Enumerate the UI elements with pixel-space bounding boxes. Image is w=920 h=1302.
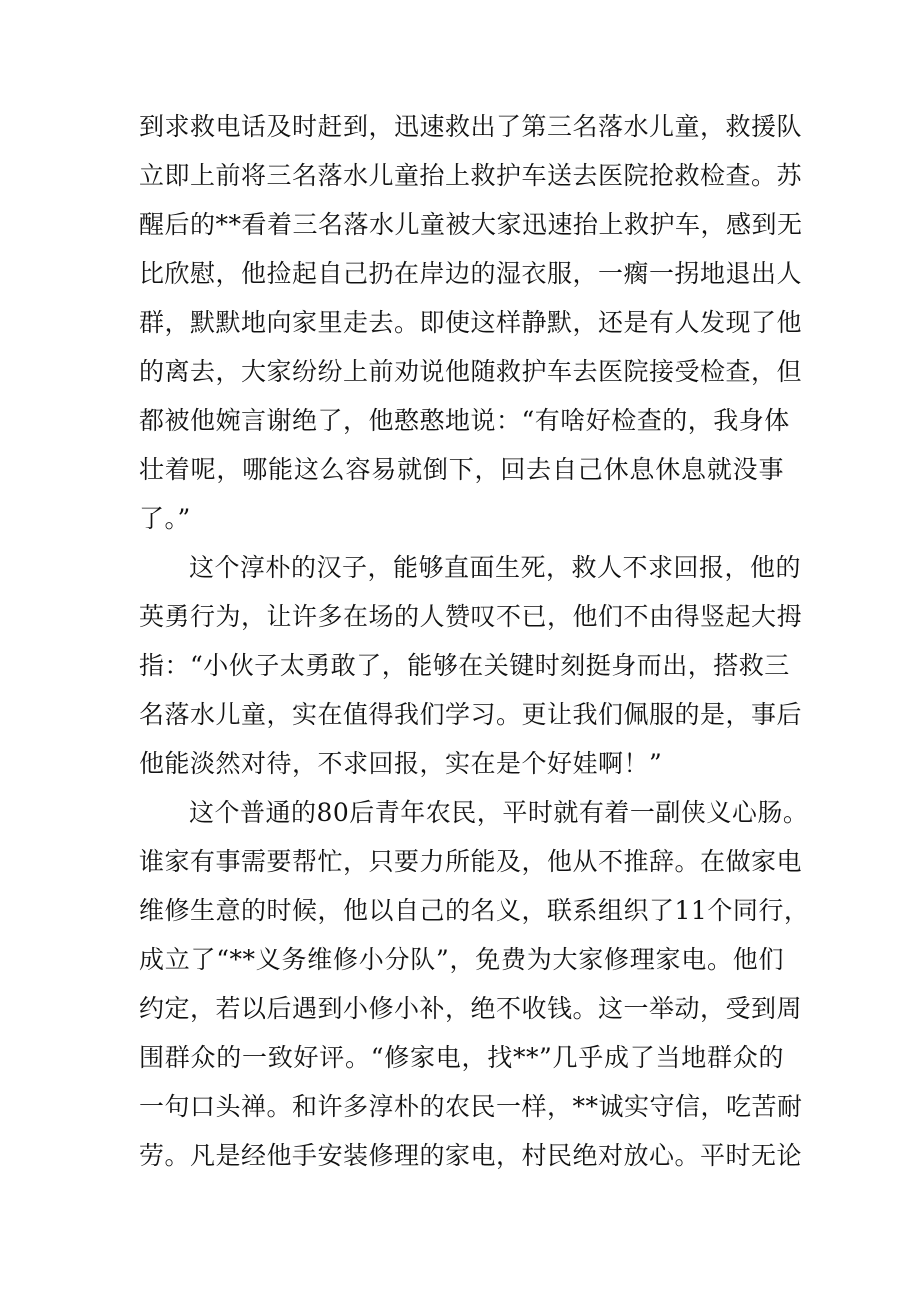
text-line: 到求救电话及时赶到，迅速救出了第三名落水儿童，救援队 <box>139 112 803 141</box>
text-line: 指：“小伙子太勇敢了，能够在关键时刻挺身而出，搭救三 <box>139 651 790 680</box>
text-line: 谁家有事需要帮忙，只要力所能及，他从不推辞。在做家电 <box>139 847 803 876</box>
text-line: 他能淡然对待，不求回报，实在是个好娃啊！” <box>139 749 663 778</box>
text-line: 立即上前将三名落水儿童抬上救护车送去医院抢救检查。苏 <box>139 161 803 190</box>
text-line: 英勇行为，让许多在场的人赞叹不已，他们不由得竖起大拇 <box>139 602 803 631</box>
text-line: 围群众的一致好评。“修家电，找**”几乎成了当地群众的 <box>139 1043 784 1072</box>
body-text <box>139 102 810 1180</box>
text-line: 维修生意的时候，他以自己的名义，联系组织了11个同行， <box>139 896 810 925</box>
text-line: 成立了“**义务维修小分队”，免费为大家修理家电。他们 <box>139 945 784 974</box>
text-line: 约定，若以后遇到小修小补，绝不收钱。这一举动，受到周 <box>139 994 803 1023</box>
paragraph-first-line: 这个普通的80后青年农民，平时就有着一副侠义心肠。 <box>189 798 809 827</box>
text-line: 名落水儿童，实在值得我们学习。更让我们佩服的是，事后 <box>139 700 803 729</box>
text-line: 群，默默地向家里走去。即使这样静默，还是有人发现了他 <box>139 308 803 337</box>
text-line: 劳。凡是经他手安装修理的家电，村民绝对放心。平时无论 <box>139 1141 803 1170</box>
text-line: 的离去，大家纷纷上前劝说他随救护车去医院接受检查，但 <box>139 357 803 386</box>
text-line: 都被他婉言谢绝了，他憨憨地说：“有啥好检查的，我身体 <box>139 406 790 435</box>
text-line: 壮着呢，哪能这么容易就倒下，回去自己休息休息就没事 <box>139 455 784 484</box>
text-line: 了。” <box>139 504 191 533</box>
text-line: 醒后的**看着三名落水儿童被大家迅速抬上救护车，感到无 <box>139 210 803 239</box>
paragraph-first-line: 这个淳朴的汉子，能够直面生死，救人不求回报，他的 <box>189 553 802 582</box>
text-line: 一句口头禅。和许多淳朴的农民一样，**诚实守信，吃苦耐 <box>139 1092 803 1121</box>
text-line: 比欣慰，他捡起自己扔在岸边的湿衣服，一瘸一拐地退出人 <box>139 259 803 288</box>
